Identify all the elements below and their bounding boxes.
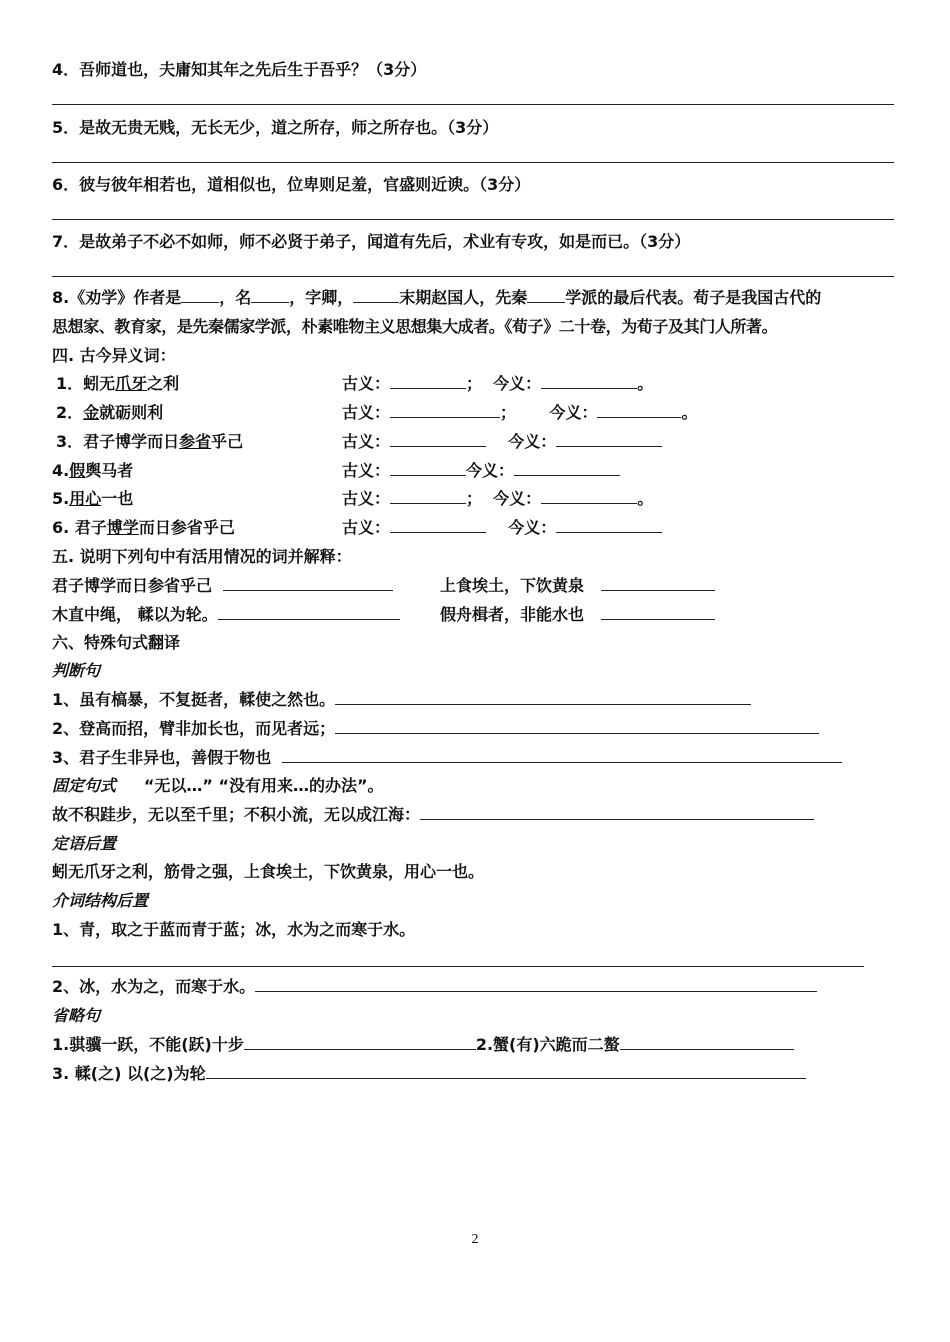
s4-item-1: 1．蚓无爪牙之利 — [56, 374, 180, 393]
prep-1-answer-line[interactable] — [52, 966, 864, 967]
question-7: 7．是故弟子不必不如师，师不必贤于弟子，闻道有先后，术业有专攻，如是而已。（3分） — [52, 232, 691, 251]
answer-line-6[interactable] — [52, 219, 894, 220]
s5-row-2-right: 假舟楫者，非能水也 — [440, 603, 715, 627]
prep-1: 1、青，取之于蓝而青于蓝；冰，水为之而寒于水。 — [52, 920, 416, 939]
blank[interactable] — [335, 717, 819, 734]
judge-heading: 判断句 — [52, 661, 101, 680]
blank[interactable] — [390, 372, 466, 389]
blank[interactable] — [601, 603, 715, 620]
s4-item-5-answers: 古义： ； 今义： 。 — [342, 489, 654, 508]
s4-item-1-answers: 古义： ； 今义： 。 — [342, 374, 654, 393]
judge-2: 2、登高而招，臂非加长也，而见者远； — [52, 717, 819, 741]
fixed-1: 故不积跬步，无以至千里；不积小流，无以成江海： — [52, 803, 814, 827]
blank[interactable] — [390, 487, 466, 504]
s4-item-5: 5.用心一也 — [52, 489, 134, 508]
omission-3: 3. 輮(之) 以(之)为轮 — [52, 1062, 806, 1086]
answer-line-5[interactable] — [52, 162, 894, 163]
blank[interactable] — [255, 975, 817, 992]
omission-heading: 省略句 — [52, 1006, 101, 1025]
blank[interactable] — [556, 516, 662, 533]
blank[interactable] — [390, 459, 466, 476]
answer-line-4[interactable] — [52, 104, 894, 105]
section-6-title: 六、特殊句式翻译 — [52, 633, 181, 652]
section-5-title: 五. 说明下列句中有活用情况的词并解释： — [52, 547, 352, 566]
blank[interactable] — [251, 286, 289, 303]
attr-postposition-heading: 定语后置 — [52, 834, 117, 853]
s4-item-6: 6. 君子博学而日参省乎己 — [52, 518, 235, 537]
blank[interactable] — [218, 603, 400, 620]
blank[interactable] — [556, 430, 662, 447]
blank[interactable] — [527, 286, 565, 303]
question-8-line-1: 8.《劝学》作者是 ，名 ，字卿， 末期赵国人，先秦 学派的最后代表。荀子是我国古代的 — [52, 288, 822, 307]
question-8-line-2: 思想家、教育家，是先秦儒家学派，朴素唯物主义思想集大成者。《荀子》二十卷，为荀子及其门人所著。 — [52, 317, 778, 336]
blank[interactable] — [541, 372, 637, 389]
s4-item-4: 4.假舆马者 — [52, 461, 134, 480]
question-4: 4．吾师道也，夫庸知其年之先后生于吾乎？（3分） — [52, 60, 427, 79]
blank[interactable] — [597, 401, 681, 418]
question-6: 6．彼与彼年相若也，道相似也，位卑则足羞，官盛则近谀。（3分） — [52, 175, 531, 194]
s4-item-4-answers: 古义： 今义： — [342, 459, 620, 483]
s4-item-3-answers: 古义： 今义： — [342, 430, 662, 454]
s4-item-6-answers: 古义： 今义： — [342, 516, 662, 540]
blank[interactable] — [390, 430, 486, 447]
blank[interactable] — [390, 516, 486, 533]
blank[interactable] — [335, 688, 751, 705]
blank[interactable] — [181, 286, 219, 303]
answer-line-7[interactable] — [52, 276, 894, 277]
blank[interactable] — [541, 487, 637, 504]
page-number: 2 — [471, 1232, 479, 1247]
blank[interactable] — [282, 746, 842, 763]
blank[interactable] — [223, 574, 393, 591]
s4-item-2-answers: 古义： ； 今义： 。 — [342, 403, 698, 422]
fixed-pattern-row: 固定句式 “无以…” “没有用来…的办法”。 — [52, 776, 384, 795]
judge-1: 1、虽有槁暴，不复挺者，輮使之然也。 — [52, 688, 751, 712]
judge-3: 3、君子生非异也，善假于物也 — [52, 746, 842, 770]
s4-item-3: 3．君子博学而日参省乎己 — [56, 432, 244, 451]
blank[interactable] — [420, 803, 814, 820]
blank[interactable] — [620, 1033, 794, 1050]
prep-2: 2、冰，水为之，而寒于水。 — [52, 975, 817, 999]
attr-1: 蚓无爪牙之利，筋骨之强，上食埃土，下饮黄泉，用心一也。 — [52, 862, 485, 881]
blank[interactable] — [244, 1033, 476, 1050]
s5-row-1-right: 上食埃土，下饮黄泉 — [440, 574, 715, 598]
question-5: 5．是故无贵无贱，无长无少，道之所存，师之所存也。（3分） — [52, 118, 499, 137]
section-4-title: 四. 古今异义词： — [52, 346, 176, 365]
blank[interactable] — [353, 286, 399, 303]
s5-row-2-left: 木直中绳， 輮以为轮。 — [52, 603, 400, 627]
blank[interactable] — [601, 574, 715, 591]
blank[interactable] — [514, 459, 620, 476]
s5-row-1-left: 君子博学而日参省乎己 — [52, 574, 393, 598]
prep-postposition-heading: 介词结构后置 — [52, 891, 149, 910]
s4-item-2: 2．金就砺则利 — [56, 403, 164, 422]
blank[interactable] — [206, 1062, 806, 1079]
blank[interactable] — [390, 401, 500, 418]
omission-1: 1.骐骥一跃，不能(跃)十步 2.蟹(有)六跪而二螯 — [52, 1033, 794, 1057]
